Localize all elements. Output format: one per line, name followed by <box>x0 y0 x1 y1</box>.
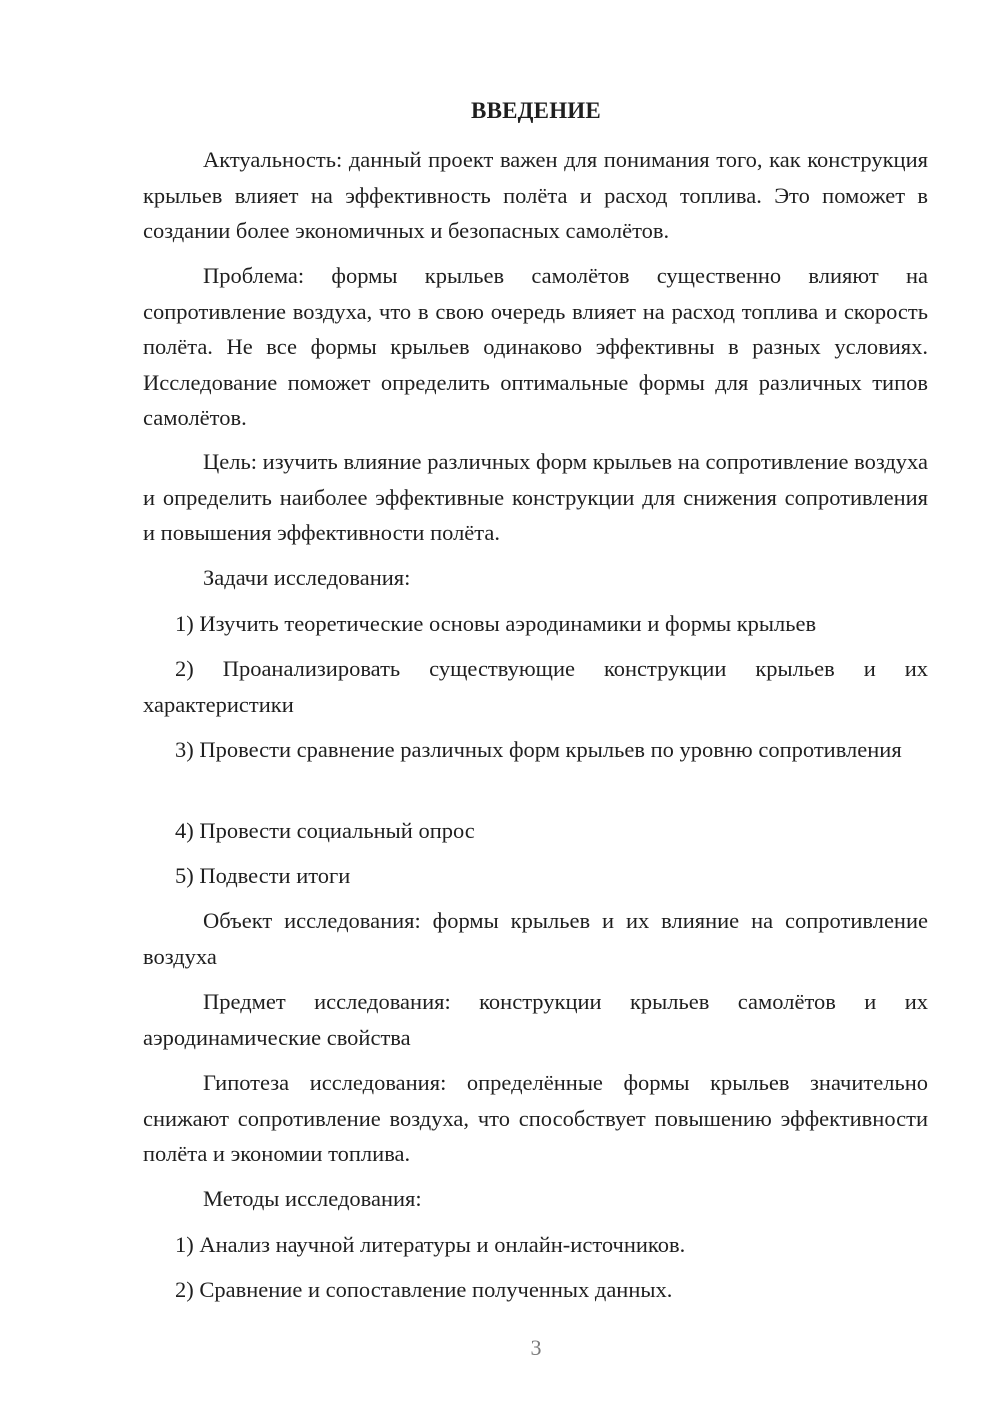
paragraph-subject: Предмет исследования: конструкции крыльев самолётов и их аэродинамические свойства <box>143 989 928 1050</box>
paragraph-goal: Цель: изучить влияние различных форм крыльев на сопротивление воздуха и определить наиболее эффективные конструкции для снижения сопротивления и повышения эффективности полёта. <box>143 449 928 545</box>
task-item-2: 2) Проанализировать существующие конструкции крыльев и их характеристики <box>143 656 928 717</box>
section-heading: ВВЕДЕНИЕ <box>471 98 601 123</box>
task-item-3: 3) Провести сравнение различных форм крыльев по уровню сопротивления <box>175 737 902 762</box>
task-item-5: 5) Подвести итоги <box>175 863 351 888</box>
method-item-2: 2) Сравнение и сопоставление полученных данных. <box>175 1277 673 1302</box>
paragraph-hypothesis: Гипотеза исследования: определённые формы крыльев значительно снижают сопротивление воздуха, что способствует повышению эффективности полёта и экономии топлива. <box>143 1070 928 1166</box>
methods-heading: Методы исследования: <box>203 1186 422 1211</box>
paragraph-relevance: Актуальность: данный проект важен для понимания того, как конструкция крыльев влияет на эффективность полёта и расход топлива. Это поможет в создании более экономичных и безопасных самолётов. <box>143 147 928 243</box>
paragraph-object: Объект исследования: формы крыльев и их влияние на сопротивление воздуха <box>143 908 928 969</box>
task-item-1: 1) Изучить теоретические основы аэродинамики и формы крыльев <box>175 611 817 636</box>
task-item-4: 4) Провести социальный опрос <box>175 818 475 843</box>
paragraph-problem: Проблема: формы крыльев самолётов существенно влияют на сопротивление воздуха, что в свою очередь влияет на расход топлива и скорость полёта. Не все формы крыльев одинаково эффективны в разных условиях. Исследование поможет определить оптимальные формы для различных типов самолётов. <box>143 263 928 430</box>
page-number: 3 <box>530 1335 542 1360</box>
tasks-heading: Задачи исследования: <box>203 565 411 590</box>
method-item-1: 1) Анализ научной литературы и онлайн-источников. <box>175 1232 686 1257</box>
